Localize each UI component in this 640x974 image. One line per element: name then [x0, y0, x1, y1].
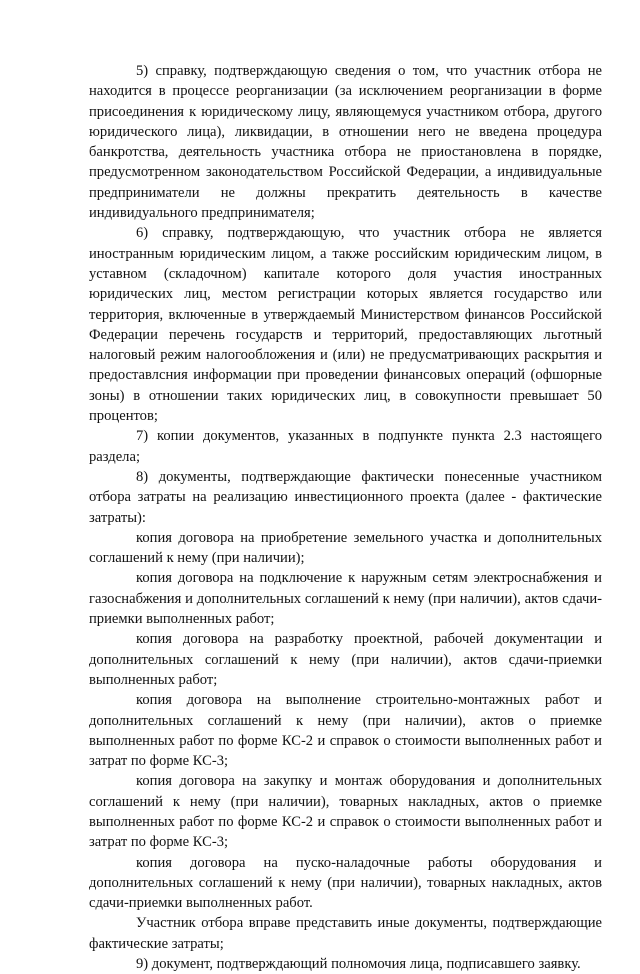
paragraph-land-purchase-contract: копия договора на приобретение земельного участка и дополнительных соглашений к нему (при наличии);	[89, 529, 602, 567]
paragraph-item-9-authority-document: 9) документ, подтверждающий полномочия лица, подписавшего заявку.	[136, 956, 581, 973]
document-page	[89, 61, 602, 974]
paragraph-commissioning-contract: копия договора на пуско-наладочные работы оборудования и дополнительных соглашений к нему (при наличии), товарных накладных, актов сдачи-приемки выполненных работ.	[89, 854, 602, 912]
paragraph-design-documentation-contract: копия договора на разработку проектной, рабочей документации и дополнительных соглашений к нему (при наличии), актов сдачи-приемки выполненных работ;	[89, 631, 602, 688]
paragraph-other-documents: Участник отбора вправе представить иные документы, подтверждающие фактические затраты;	[89, 915, 602, 952]
paragraph-equipment-contract: копия договора на закупку и монтаж оборудования и дополнительных соглашений к нему (при наличии), товарных накладных, актов о приемке выполненных работ по форме КС-2 и справок о стоимости выполненных работ и затрат по форме КС-3;	[89, 773, 602, 851]
paragraph-item-8-actual-costs: 8) документы, подтверждающие фактически понесенные участником отбора затраты на реализацию инвестиционного проекта (далее - фактические затраты):	[89, 468, 602, 526]
paragraph-utility-connection-contract: копия договора на подключение к наружным сетям электроснабжения и газоснабжения и дополнительных соглашений к нему (при наличии), актов сдачи-приемки выполненных работ;	[89, 570, 602, 628]
paragraph-item-6-certificate-foreign-entity: 6) справку, подтверждающую, что участник отбора не является иностранным юридическим лицом, а также российским юридическим лицом, в уставном (складочном) капитале которого доля участия иностранных юридических лиц, местом регистрации которых является государство или территория, включенные в утверждаемый Министерством финансов Российской Федерации перечень государств и территорий, предоставляющих льготный налоговый режим налогообложения и (или) не предусматривающих раскрытия и предоставлсния информации при проведении финансовых операций (офшорные зоны) в отношении таких юридических лиц, в совокупности превышает 50 процентов;	[89, 225, 602, 425]
paragraph-item-5-certificate-reorganization: 5) справку, подтверждающую сведения о том, что участник отбора не находится в процессе реорганизации (за исключением реорганизации в форме присоединения к юридическому лицу, являющемуся участником отбора, другого юридического лица), ликвидации, в отношении него не введена процедура банкротства, деятельность участника отбора не приостановлена в порядке, предусмотренном законодательством Российской Федерации, а индивидуальные предприниматели не должны прекратить деятельность в качестве индивидуального предпринимателя;	[89, 63, 602, 222]
paragraph-construction-contract: копия договора на выполнение строительно-монтажных работ и дополнительных соглашений к нему (при наличии), актов о приемке выполненных работ по форме КС-2 и справок о стоимости выполненных работ и затрат по форме КС-3;	[89, 692, 602, 770]
paragraph-item-7-document-copies: 7) копии документов, указанных в подпункте пункта 2.3 настоящего раздела;	[89, 428, 602, 465]
